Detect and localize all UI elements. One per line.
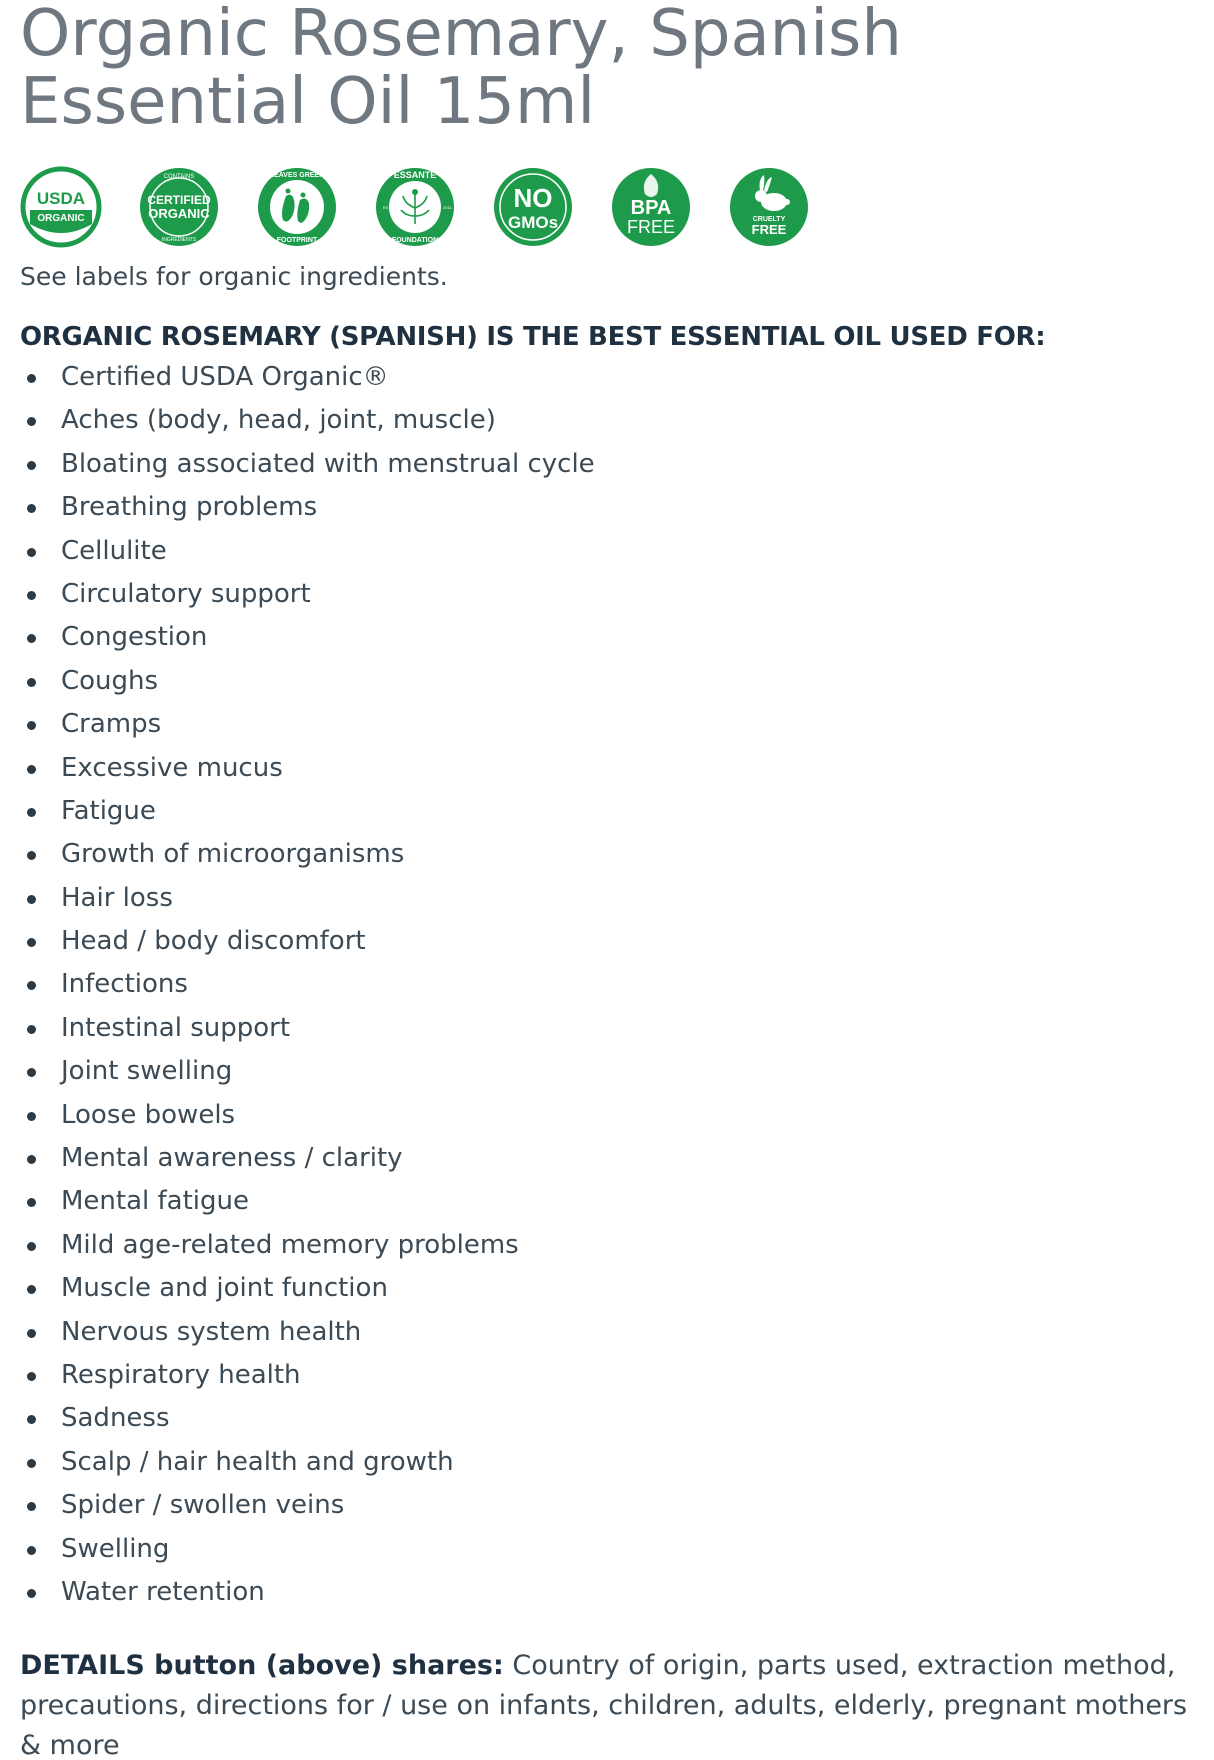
list-item-label: Breathing problems — [61, 492, 318, 523]
bpa-free-badge-icon — [610, 166, 692, 248]
bullet-icon — [27, 417, 36, 426]
list-item-label: Muscle and joint function — [61, 1273, 388, 1304]
bullet-icon — [27, 938, 36, 947]
list-item-label: Scalp / hair health and growth — [61, 1446, 454, 1477]
bullet-icon — [27, 1546, 36, 1555]
list-item — [20, 1311, 1200, 1354]
details-paragraph — [20, 1646, 1200, 1760]
organic-ingredients-note: See labels for organic ingredients. — [20, 262, 448, 291]
badge-usda-line1: USDA — [36, 189, 86, 208]
badge-certified-line2: ORGANIC — [148, 206, 210, 221]
bullet-icon — [27, 1415, 36, 1424]
bullet-icon — [27, 634, 36, 643]
bullet-icon — [27, 374, 36, 383]
list-item-label: Circulatory support — [61, 578, 311, 609]
badge-essante-ring-bottom: FOUNDATION — [391, 237, 439, 244]
bullet-icon — [27, 1198, 36, 1207]
badge-footprint-ring-bottom: FOOTPRINT — [276, 237, 318, 244]
bullet-icon — [27, 504, 36, 513]
list-item — [20, 877, 1200, 920]
product-page — [20, 0, 1200, 1760]
list-item — [20, 833, 1200, 876]
bullet-icon — [27, 895, 36, 904]
badge-nogmo-line1: NO — [513, 183, 553, 213]
uses-list — [20, 356, 1200, 1614]
list-item-label: Growth of microorganisms — [61, 839, 405, 870]
list-item-label: Excessive mucus — [61, 752, 283, 783]
list-item-label: Sadness — [61, 1403, 170, 1434]
essante-foundation-badge-icon — [374, 166, 456, 248]
list-item — [20, 1180, 1200, 1223]
list-item-label: Mental awareness / clarity — [61, 1143, 403, 1174]
list-item — [20, 399, 1200, 442]
list-item-label: Respiratory health — [61, 1359, 301, 1390]
list-item — [20, 747, 1200, 790]
badge-essante-right: 2011 — [443, 205, 452, 210]
list-item — [20, 1050, 1200, 1093]
list-item — [20, 1354, 1200, 1397]
bullet-icon — [27, 1502, 36, 1511]
bullet-icon — [27, 461, 36, 470]
list-item-label: Loose bowels — [61, 1099, 236, 1130]
bullet-icon — [27, 591, 36, 600]
list-item-label: Joint swelling — [61, 1056, 233, 1087]
list-item-label: Cramps — [61, 709, 162, 740]
uses-heading: ORGANIC ROSEMARY (SPANISH) IS THE BEST ESSENTIAL OIL USED FOR: — [20, 322, 1046, 352]
bullet-icon — [27, 1025, 36, 1034]
bullet-icon — [27, 1285, 36, 1294]
leaves-green-footprint-badge-icon — [256, 166, 338, 248]
badge-essante-left: EST — [383, 205, 391, 210]
list-item-label: Head / body discomfort — [61, 926, 366, 957]
details-text: Country of origin, parts used, extraction method, precautions, directions for / use on infants, children, adults, elderly, pregnant mothers & more — [20, 1650, 1188, 1760]
list-item-label: Fatigue — [61, 795, 156, 826]
badge-bpa-line1: BPA — [630, 197, 672, 219]
badge-certified-ring-top: CONTAINS — [163, 174, 195, 180]
list-item — [20, 356, 1200, 399]
list-item-label: Spider / swollen veins — [61, 1490, 345, 1521]
list-item — [20, 1484, 1200, 1527]
bullet-icon — [27, 548, 36, 557]
list-item-label: Infections — [61, 969, 188, 1000]
badge-essante-ring-top: ESSANTE — [393, 170, 437, 180]
badge-nogmo-line2: GMOs — [507, 213, 559, 232]
list-item-label: Intestinal support — [61, 1012, 291, 1043]
list-item-label: Aches (body, head, joint, muscle) — [61, 405, 496, 436]
no-gmos-badge-icon — [492, 166, 574, 248]
list-item — [20, 530, 1200, 573]
list-item — [20, 920, 1200, 963]
list-item — [20, 1397, 1200, 1440]
list-item — [20, 1441, 1200, 1484]
list-item-label: Hair loss — [61, 882, 173, 913]
list-item-label: Mental fatigue — [61, 1186, 250, 1217]
list-item — [20, 1571, 1200, 1614]
list-item — [20, 1137, 1200, 1180]
list-item — [20, 486, 1200, 529]
certified-organic-badge-icon — [138, 166, 220, 248]
list-item — [20, 1267, 1200, 1310]
product-title: Organic Rosemary, Spanish Essential Oil 15ml — [20, 0, 902, 139]
list-item-label: Nervous system health — [61, 1316, 362, 1347]
cruelty-free-badge-icon — [728, 166, 810, 248]
badge-certified-ring-bottom: INGREDIENTS — [161, 237, 197, 243]
list-item — [20, 1094, 1200, 1137]
list-item — [20, 790, 1200, 833]
list-item-label: Swelling — [61, 1533, 170, 1564]
list-item — [20, 963, 1200, 1006]
list-item — [20, 1007, 1200, 1050]
badge-cruelty-line1: CRUELTY — [752, 216, 786, 223]
list-item-label: Mild age-related memory problems — [61, 1229, 519, 1260]
list-item-label: Bloating associated with menstrual cycle — [61, 448, 595, 479]
bullet-icon — [27, 1329, 36, 1338]
badge-footprint-ring-top: LEAVES GREEN — [269, 172, 325, 179]
bullet-icon — [27, 1589, 36, 1598]
list-item-label: Water retention — [61, 1576, 265, 1607]
bullet-icon — [27, 1068, 36, 1077]
list-item-label: Cellulite — [61, 535, 167, 566]
bullet-icon — [27, 808, 36, 817]
badge-certified-line1: CERTIFIED — [147, 193, 211, 207]
usda-organic-badge-icon — [20, 166, 102, 248]
list-item — [20, 703, 1200, 746]
bullet-icon — [27, 765, 36, 774]
list-item-label: Congestion — [61, 622, 208, 653]
list-item — [20, 573, 1200, 616]
bullet-icon — [27, 1155, 36, 1164]
bullet-icon — [27, 851, 36, 860]
badge-usda-line2: ORGANIC — [37, 213, 85, 224]
bullet-icon — [27, 981, 36, 990]
list-item-label: Coughs — [61, 665, 159, 696]
list-item — [20, 443, 1200, 486]
bullet-icon — [27, 678, 36, 687]
list-item — [20, 1528, 1200, 1571]
list-item — [20, 616, 1200, 659]
badge-bpa-line2: FREE — [626, 217, 676, 237]
bullet-icon — [27, 1372, 36, 1381]
badge-cruelty-line2: FREE — [751, 222, 787, 237]
bullet-icon — [27, 1459, 36, 1468]
bullet-icon — [27, 1242, 36, 1251]
details-label: DETAILS button (above) shares: — [20, 1650, 504, 1682]
bullet-icon — [27, 721, 36, 730]
certification-badges — [20, 166, 1200, 248]
list-item — [20, 660, 1200, 703]
list-item-label: Certified USDA Organic® — [61, 362, 389, 392]
list-item — [20, 1224, 1200, 1267]
bullet-icon — [27, 1112, 36, 1121]
